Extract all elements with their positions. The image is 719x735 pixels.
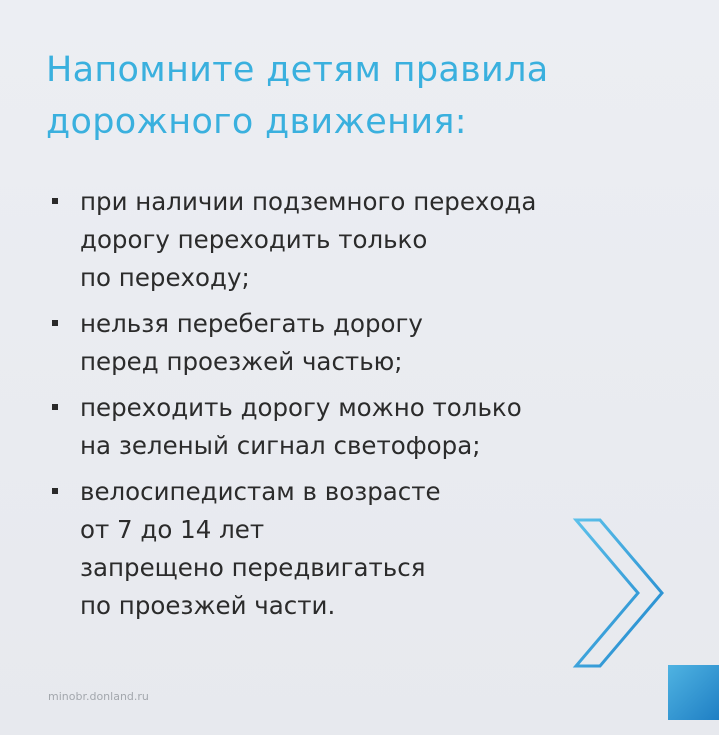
square-bullet-icon (52, 198, 58, 204)
page-title (46, 44, 686, 148)
title-line-2: дорожного движения: (46, 102, 467, 142)
title-line-1: Напомните детям правила (46, 50, 549, 90)
rule-text-line: запрещено передвигаться (80, 553, 426, 582)
rule-text-line: перед проезжей частью; (80, 347, 403, 376)
list-item (52, 389, 662, 465)
rule-text-line: по проезжей части. (80, 591, 336, 620)
rule-text-line: от 7 до 14 лет (80, 515, 265, 544)
rule-text-line: по переходу; (80, 263, 250, 292)
rule-text-line: дорогу переходить только (80, 225, 428, 254)
list-item (52, 183, 662, 297)
list-item (52, 305, 662, 381)
corner-accent (668, 665, 719, 720)
rule-text-line: нельзя перебегать дорогу (80, 309, 423, 338)
chevron-right-icon (570, 518, 670, 668)
square-bullet-icon (52, 488, 58, 494)
site-url: minobr.donland.ru (48, 690, 149, 703)
rule-text-line: переходить дорогу можно только (80, 393, 522, 422)
rule-text-line: при наличии подземного перехода (80, 187, 537, 216)
rule-text-line: велосипедистам в возрасте (80, 477, 441, 506)
rule-text-line: на зеленый сигнал светофора; (80, 431, 481, 460)
square-bullet-icon (52, 320, 58, 326)
square-bullet-icon (52, 404, 58, 410)
